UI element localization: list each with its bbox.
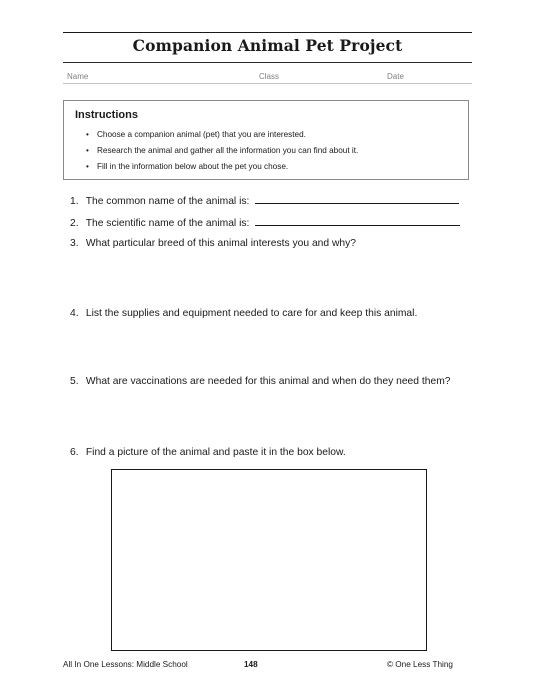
page-title: Companion Animal Pet Project [132, 36, 403, 55]
instructions-title: Instructions [75, 109, 138, 121]
question-text: The scientific name of the animal is: [85, 218, 250, 229]
date-label: Date [387, 72, 404, 81]
question-number: 6. [70, 447, 79, 458]
page-number: 148 [244, 660, 258, 669]
top-rule [63, 32, 472, 33]
instruction-item [86, 127, 358, 143]
question-1 [70, 193, 459, 207]
instruction-item [86, 159, 358, 175]
bullet-icon: • [86, 130, 89, 139]
class-label: Class [259, 72, 280, 81]
instructions-box [63, 100, 469, 180]
name-label: Name [67, 72, 89, 81]
bullet-icon: • [86, 146, 89, 155]
question-number: 3. [70, 238, 79, 249]
question-4 [70, 308, 417, 319]
common-name-answer-line[interactable] [255, 193, 459, 204]
question-3 [70, 238, 356, 249]
question-number: 5. [70, 376, 79, 387]
picture-paste-box[interactable] [111, 469, 427, 651]
footer-copyright: © One Less Thing [387, 660, 453, 669]
question-2 [70, 215, 460, 229]
question-text: List the supplies and equipment needed to care for and keep this animal. [85, 308, 418, 319]
question-6 [70, 447, 346, 458]
footer-book-title: All In One Lessons: Middle School [63, 660, 188, 669]
instruction-text: Choose a companion animal (pet) that you are interested. [97, 130, 306, 139]
scientific-name-answer-line[interactable] [255, 215, 460, 226]
instruction-list [86, 127, 358, 175]
name-class-date-line[interactable] [63, 83, 472, 84]
question-number: 4. [70, 308, 79, 319]
title-rule [63, 62, 472, 63]
instruction-text: Fill in the information below about the pet you chose. [97, 162, 289, 171]
question-5 [70, 376, 451, 387]
question-text: What particular breed of this animal interests you and why? [85, 238, 357, 249]
question-text: The common name of the animal is: [85, 196, 250, 207]
instruction-item [86, 143, 358, 159]
question-number: 2. [70, 218, 79, 229]
question-text: Find a picture of the animal and paste it in the box below. [85, 447, 346, 458]
question-text: What are vaccinations are needed for this animal and when do they need them? [85, 376, 451, 387]
question-number: 1. [70, 196, 79, 207]
bullet-icon: • [86, 162, 89, 171]
instruction-text: Research the animal and gather all the information you can find about it. [97, 146, 359, 155]
